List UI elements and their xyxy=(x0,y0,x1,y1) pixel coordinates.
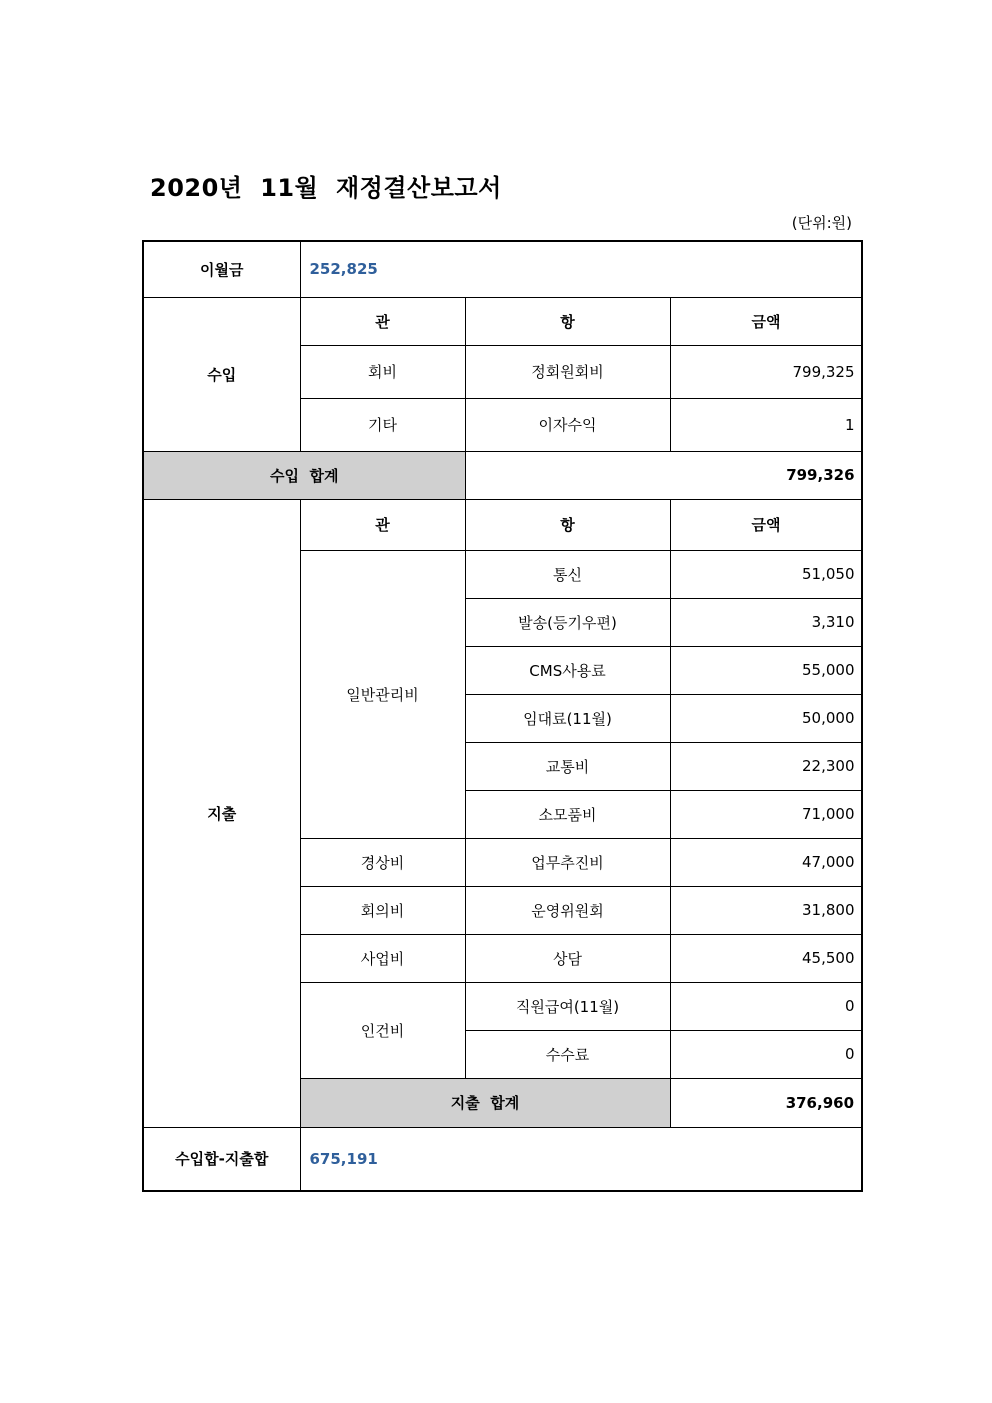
carryover-label: 이월금 xyxy=(143,241,300,297)
expense-hang: 교통비 xyxy=(465,742,670,790)
expense-hang: 직원급여(11월) xyxy=(465,982,670,1030)
income-total-row xyxy=(143,451,862,499)
expense-amount: 22,300 xyxy=(670,742,862,790)
income-header-row xyxy=(143,297,862,345)
expense-hang: 상담 xyxy=(465,934,670,982)
expense-header-amount: 금액 xyxy=(670,499,862,550)
carryover-value: 252,825 xyxy=(300,241,862,297)
expense-total-label: 지출 합계 xyxy=(300,1078,670,1127)
income-header-hang: 항 xyxy=(465,297,670,345)
expense-hang: 통신 xyxy=(465,550,670,598)
expense-gwan: 인건비 xyxy=(300,982,465,1078)
expense-amount: 71,000 xyxy=(670,790,862,838)
expense-hang: 업무추진비 xyxy=(465,838,670,886)
expense-hang: 운영위원회 xyxy=(465,886,670,934)
expense-amount: 0 xyxy=(670,1030,862,1078)
expense-gwan: 일반관리비 xyxy=(300,550,465,838)
expense-hang: 발송(등기우편) xyxy=(465,598,670,646)
expense-hang: 수수료 xyxy=(465,1030,670,1078)
balance-label: 수입합-지출합 xyxy=(143,1127,300,1191)
expense-gwan: 사업비 xyxy=(300,934,465,982)
income-amount: 1 xyxy=(670,398,862,451)
income-hang: 이자수익 xyxy=(465,398,670,451)
expense-header-row xyxy=(143,499,862,550)
expense-hang: 임대료(11월) xyxy=(465,694,670,742)
balance-value: 675,191 xyxy=(300,1127,862,1191)
income-amount: 799,325 xyxy=(670,345,862,398)
expense-amount: 45,500 xyxy=(670,934,862,982)
expense-amount: 0 xyxy=(670,982,862,1030)
income-header-gwan: 관 xyxy=(300,297,465,345)
expense-total-value: 376,960 xyxy=(670,1078,862,1127)
expense-amount: 55,000 xyxy=(670,646,862,694)
income-total-label: 수입 합계 xyxy=(143,451,465,499)
expense-gwan: 경상비 xyxy=(300,838,465,886)
expense-header-hang: 항 xyxy=(465,499,670,550)
income-label: 수입 xyxy=(143,297,300,451)
expense-header-gwan: 관 xyxy=(300,499,465,550)
expense-hang: 소모품비 xyxy=(465,790,670,838)
income-header-amount: 금액 xyxy=(670,297,862,345)
balance-row xyxy=(143,1127,862,1191)
expense-amount: 51,050 xyxy=(670,550,862,598)
expense-amount: 31,800 xyxy=(670,886,862,934)
expense-hang: CMS사용료 xyxy=(465,646,670,694)
income-total-value: 799,326 xyxy=(465,451,862,499)
finance-table xyxy=(142,240,863,1192)
expense-amount: 50,000 xyxy=(670,694,862,742)
expense-amount: 3,310 xyxy=(670,598,862,646)
expense-amount: 47,000 xyxy=(670,838,862,886)
income-gwan: 기타 xyxy=(300,398,465,451)
unit-note: (단위:원) xyxy=(791,214,852,232)
carryover-row xyxy=(143,241,862,297)
expense-gwan: 회의비 xyxy=(300,886,465,934)
income-gwan: 회비 xyxy=(300,345,465,398)
income-hang: 정회원회비 xyxy=(465,345,670,398)
report-title: 2020년 11월 재정결산보고서 xyxy=(150,174,502,202)
expense-label: 지출 xyxy=(143,499,300,1127)
